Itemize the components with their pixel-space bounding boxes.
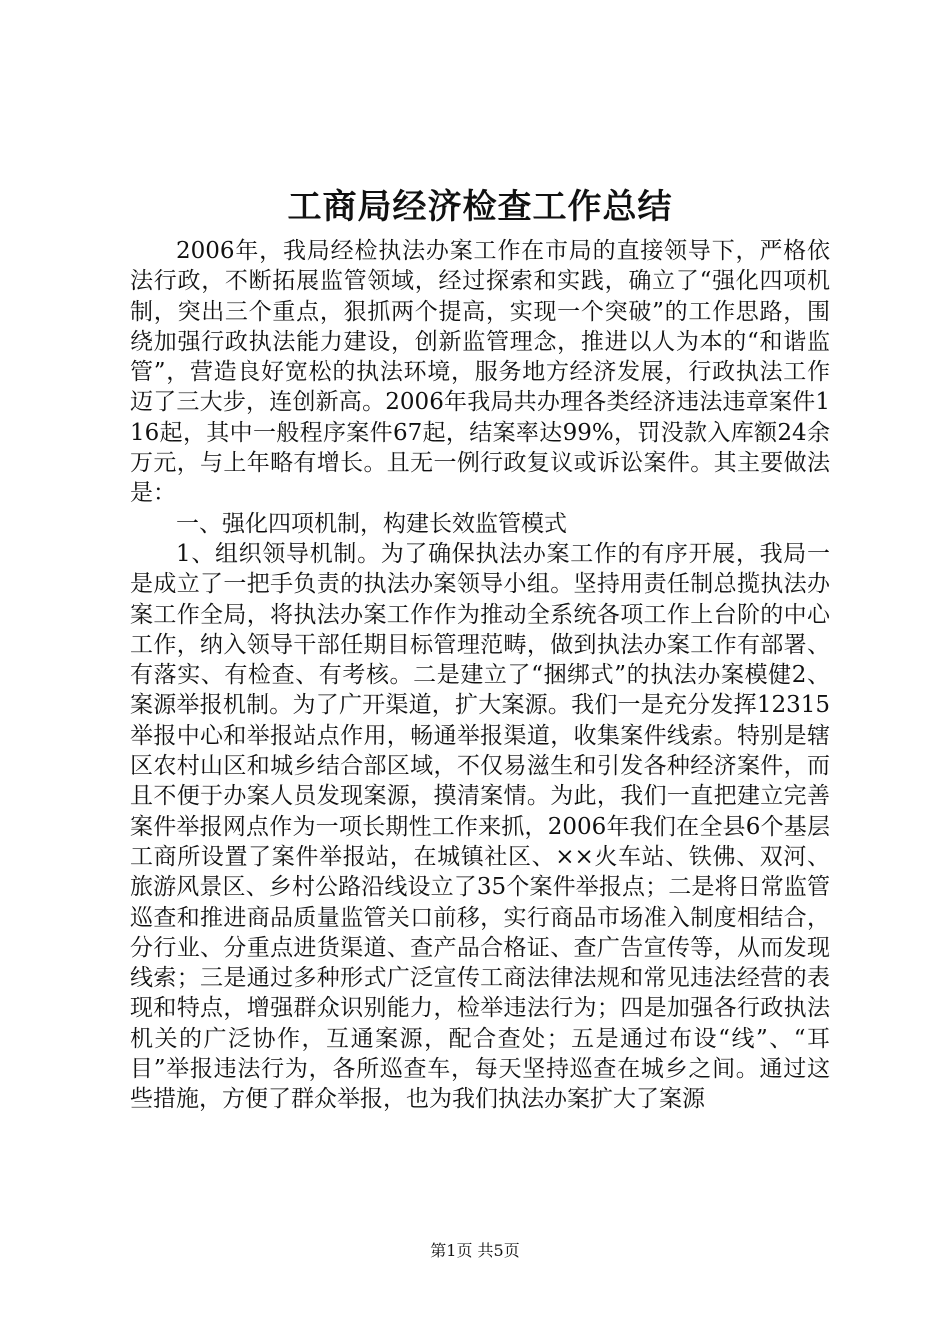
paragraph-section-heading: 一、强化四项机制，构建长效监管模式: [176, 510, 567, 537]
document-title: 工商局经济检查工作总结: [287, 187, 673, 227]
document-page: [130, 182, 830, 1115]
paragraph-mechanism: 1、组织领导机制。为了确保执法办案工作的有序开展，我局一是成立了一把手负责的执法办案领导小组。坚持用责任制总揽执法办案工作全局，将执法办案工作作为推动全系统各项工作上台阶的中心工作，纳入领导干部任期目标管理范畴，做到执法办案工作有部署、有落实、有检查、有考核。二是建立了“捆绑式”的执法办案模健2、案源举报机制。为了广开渠道，扩大案源。我们一是充分发挥12315举报中心和举报站点作用，畅通举报渠道，收集案件线索。特别是辖区农村山区和城乡结合部区域，不仅易滋生和引发各种经济案件，而且不便于办案人员发现案源，摸清案情。为此，我们一直把建立完善案件举报网点作为一项长期性工作来抓，2006年我们在全县6个基层工商所设置了案件举报站，在城镇社区、××火车站、铁佛、双河、旅游风景区、乡村公路沿线设立了35个案件举报点；二是将日常监管巡查和推进商品质量监管关口前移，实行商品市场准入制度相结合，分行业、分重点进货渠道、查产品合格证、查广告宣传等，从而发现线索；三是通过多种形式广泛宣传工商法律法规和常见违法经营的表现和特点，增强群众识别能力，检举违法行为；四是加强各行政执法机关的广泛协作，互通案源，配合查处；五是通过布设“线”、“耳目”举报违法行为，各所巡查车，每天坚持巡查在城乡之间。通过这些措施，方便了群众举报，也为我们执法办案扩大了案源: [130, 540, 830, 1113]
page-footer: 第1页 共5页: [430, 1241, 520, 1260]
paragraph-intro: 2006年，我局经检执法办案工作在市局的直接领导下，严格依法行政，不断拓展监管领域，经过探索和实践，确立了“强化四项机制，突出三个重点，狠抓两个提高，实现一个突破”的工作思路，围绕加强行政执法能力建设，创新监管理念，推进以人为本的“和谐监管”，营造良好宽松的执法环境，服务地方经济发展，行政执法工作迈了三大步，连创新高。2006年我局共办理各类经济违法违章案件116起，其中一般程序案件67起，结案率达99%，罚没款入库额24余万元，与上年略有增长。且无一例行政复议或诉讼案件。其主要做法是：: [130, 238, 830, 507]
